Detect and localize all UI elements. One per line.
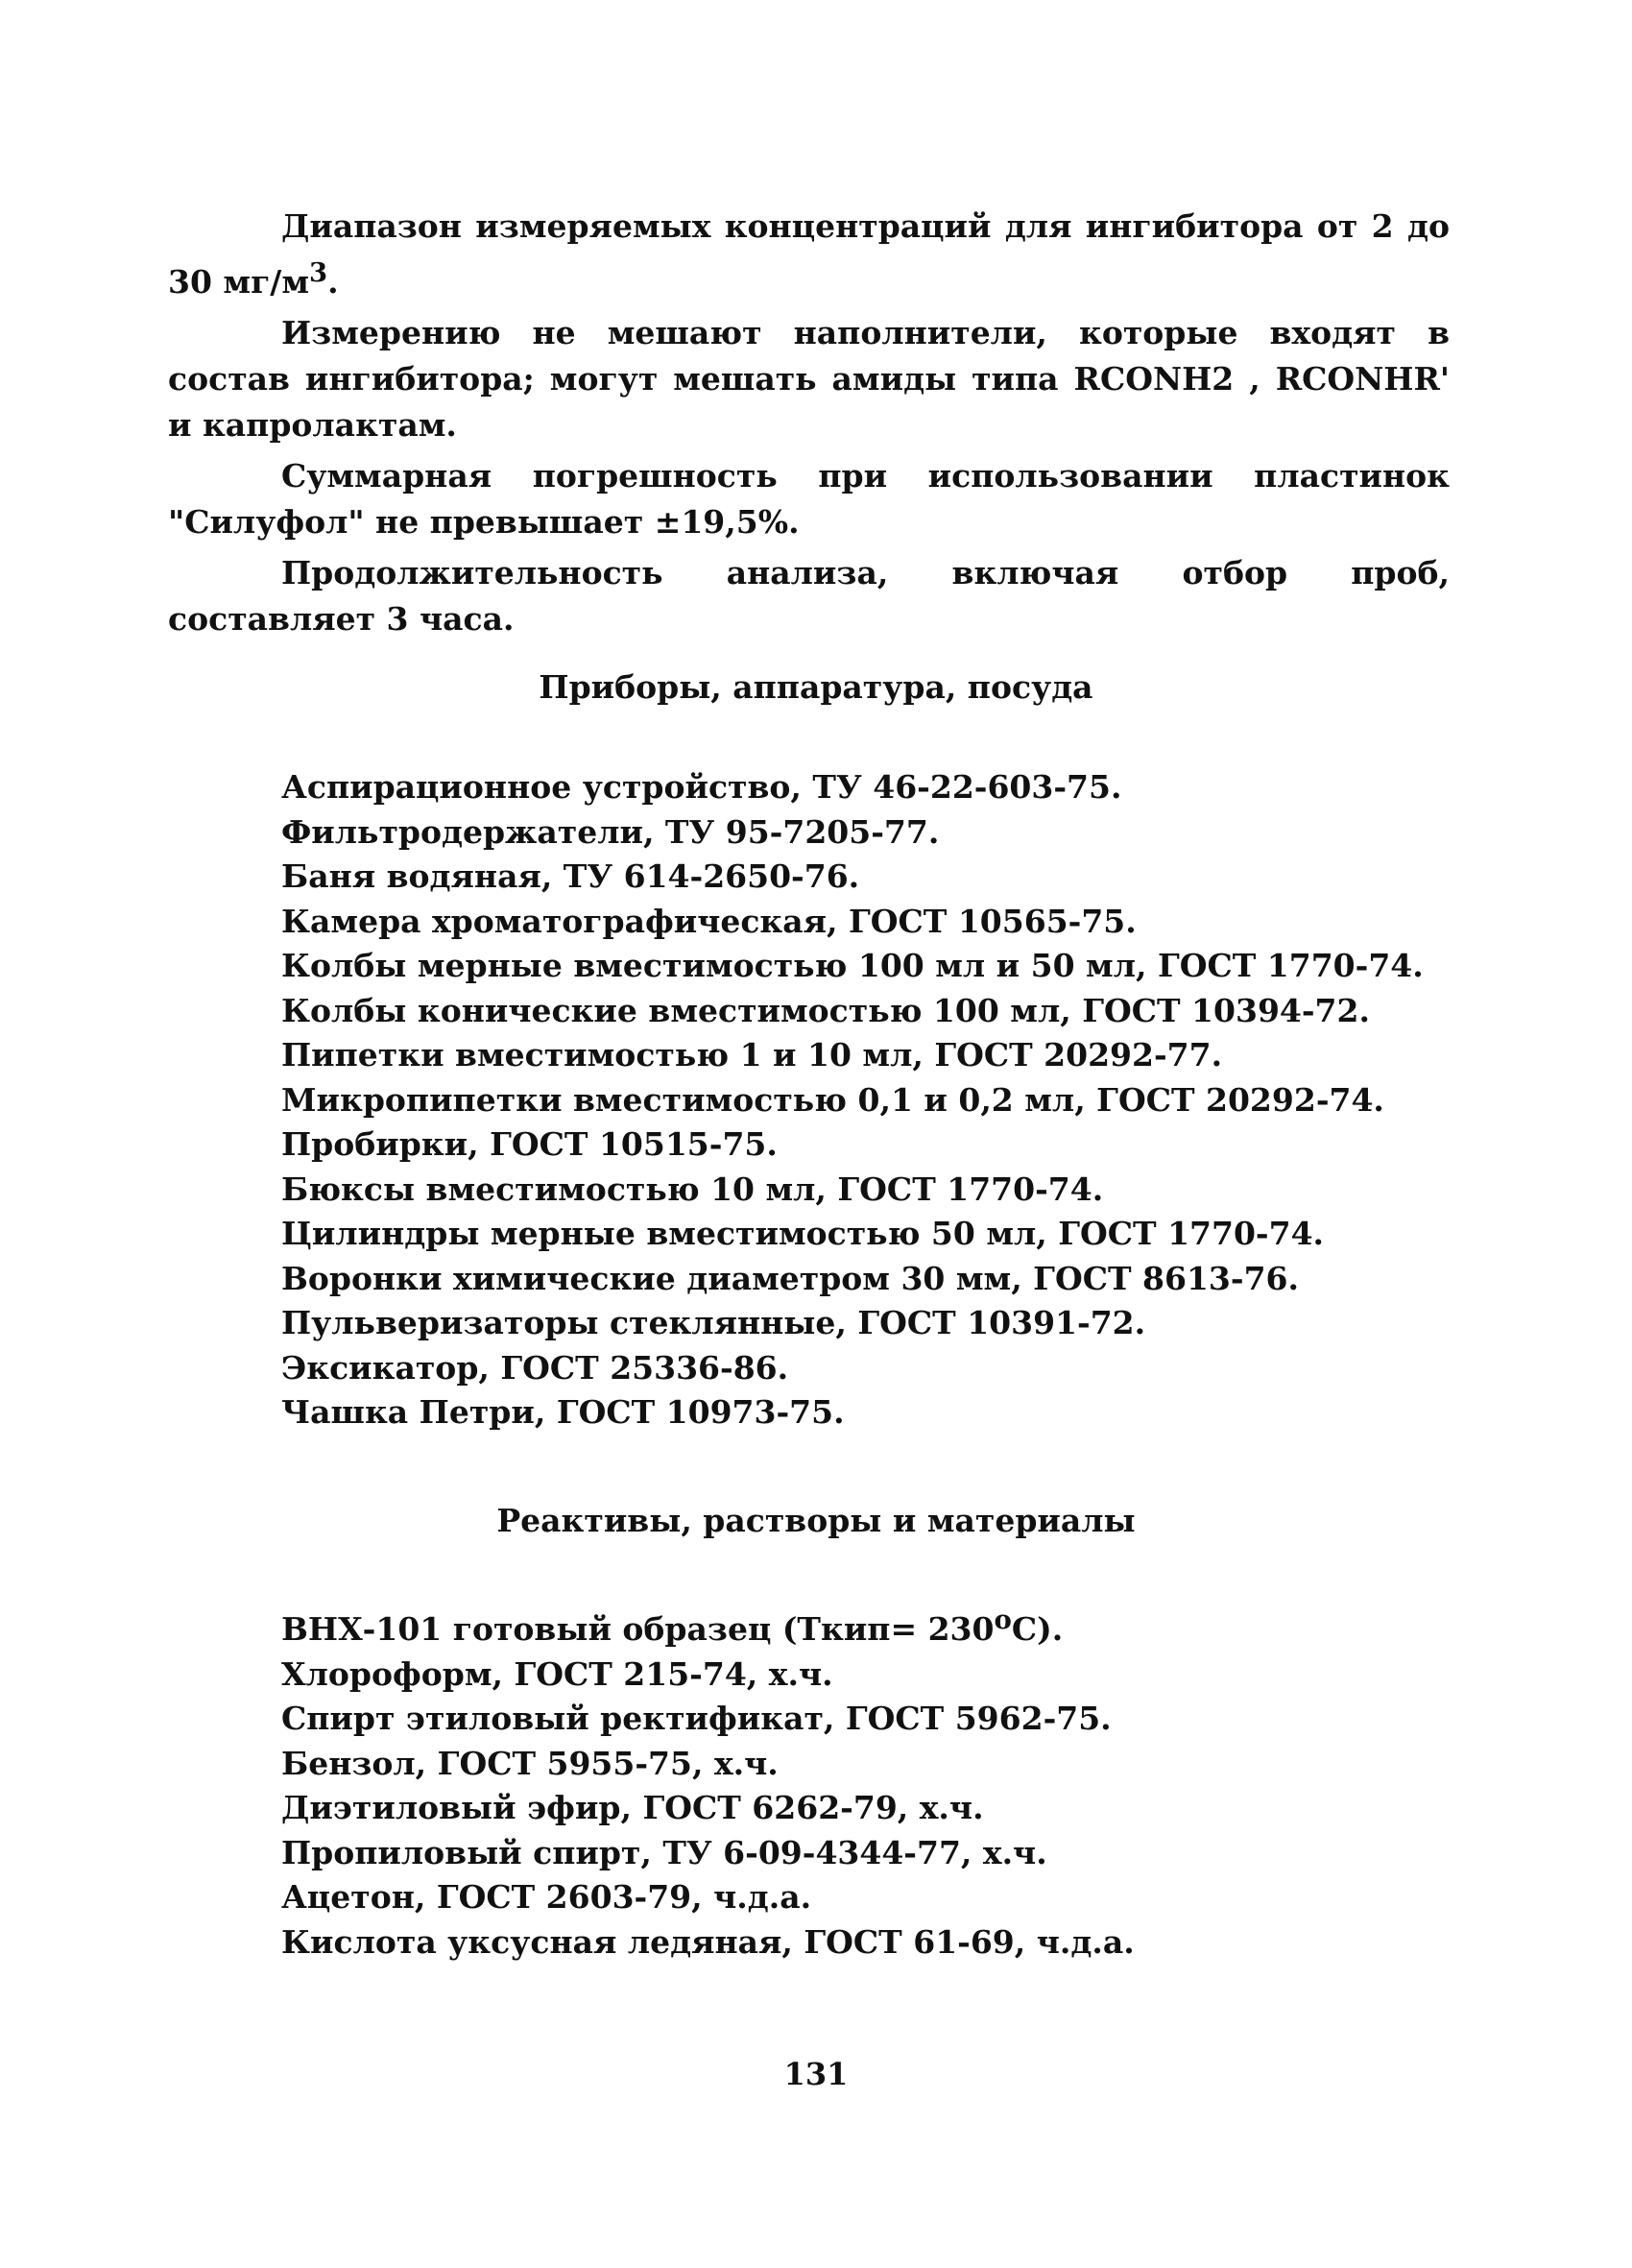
reagents-list xyxy=(281,1598,1481,1965)
equipment-item: Пульверизаторы стеклянные, ГОСТ 10391-72. xyxy=(281,1304,1146,1341)
reagent-item: Диэтиловый эфир, ГОСТ 6262-79, х.ч. xyxy=(281,1789,984,1826)
page-number: 131 xyxy=(783,2056,849,2092)
reagent-item: Спирт этиловый ректификат, ГОСТ 5962-75. xyxy=(281,1700,1112,1737)
duration-paragraph: Продолжительность анализа, включая отбор проб, составляет 3 часа. xyxy=(168,554,1450,638)
equipment-item: Колбы мерные вместимостью 100 мл и 50 мл, ГОСТ 1770-74. xyxy=(281,947,1424,984)
equipment-item: Микропипетки вместимостью 0,1 и 0,2 мл, ГОСТ 20292-74. xyxy=(281,1080,1384,1119)
range-paragraph xyxy=(168,204,1450,305)
degree-superscript: о xyxy=(994,1604,1012,1635)
range-tail: . xyxy=(327,263,339,301)
reagents-heading: Реактивы, растворы и материалы xyxy=(496,1502,1136,1539)
interference-paragraph: Измерению не мешают наполнители, которые входят в состав ингибитора; могут мешать амиды типа RCONH2 , RCONHR' и капролактам. xyxy=(168,314,1450,444)
equipment-item: Фильтродержатели, ТУ 95-7205-77. xyxy=(281,812,940,851)
error-paragraph: Суммарная погрешность при использовании пластинок "Силуфол" не превышает ±19,5%. xyxy=(168,457,1450,541)
equipment-item: Воронки химические диаметром 30 мм, ГОСТ 8613-76. xyxy=(281,1259,1299,1297)
equipment-heading: Приборы, аппаратура, посуда xyxy=(539,668,1093,706)
equipment-list xyxy=(281,765,1481,1436)
equipment-item: Аспирационное устройство, ТУ 46-22-603-75. xyxy=(281,768,1122,806)
equipment-item: Пробирки, ГОСТ 10515-75. xyxy=(281,1125,778,1163)
equipment-item: Чашка Петри, ГОСТ 10973-75. xyxy=(281,1393,845,1431)
equipment-item: Цилиндры мерные вместимостью 50 мл, ГОСТ 1770-74. xyxy=(281,1215,1325,1252)
reagent-item: Хлороформ, ГОСТ 215-74, х.ч. xyxy=(281,1654,833,1693)
reagent-item: Ацетон, ГОСТ 2603-79, ч.д.а. xyxy=(281,1878,812,1916)
reagent-item: Бензол, ГОСТ 5955-75, х.ч. xyxy=(281,1744,779,1782)
equipment-item: Баня водяная, ТУ 614-2650-76. xyxy=(281,857,860,895)
equipment-item: Пипетки вместимостью 1 и 10 мл, ГОСТ 20292-77. xyxy=(281,1036,1223,1074)
equipment-item: Бюксы вместимостью 10 мл, ГОСТ 1770-74. xyxy=(281,1170,1104,1208)
reagent-item: Пропиловый спирт, ТУ 6-09-4344-77, х.ч. xyxy=(281,1833,1047,1871)
equipment-item: Камера хроматографическая, ГОСТ 10565-75. xyxy=(281,902,1137,940)
range-superscript: 3 xyxy=(309,257,328,288)
intro-section xyxy=(168,204,1450,642)
equipment-item: Эксикатор, ГОСТ 25336-86. xyxy=(281,1348,789,1387)
reagent-item xyxy=(281,1598,1481,1653)
range-text: Диапазон измеряемых концентраций для ингибитора от 2 до 30 мг/м xyxy=(168,207,1450,301)
equipment-item: Колбы конические вместимостью 100 мл, ГОСТ 10394-72. xyxy=(281,991,1370,1029)
reagent-tail: С). xyxy=(1011,1610,1064,1648)
reagent-item: Кислота уксусная ледяная, ГОСТ 61-69, ч.д.а. xyxy=(281,1922,1135,1961)
reagent-text: ВНХ-101 готовый образец (Ткип= 230 xyxy=(281,1610,995,1648)
